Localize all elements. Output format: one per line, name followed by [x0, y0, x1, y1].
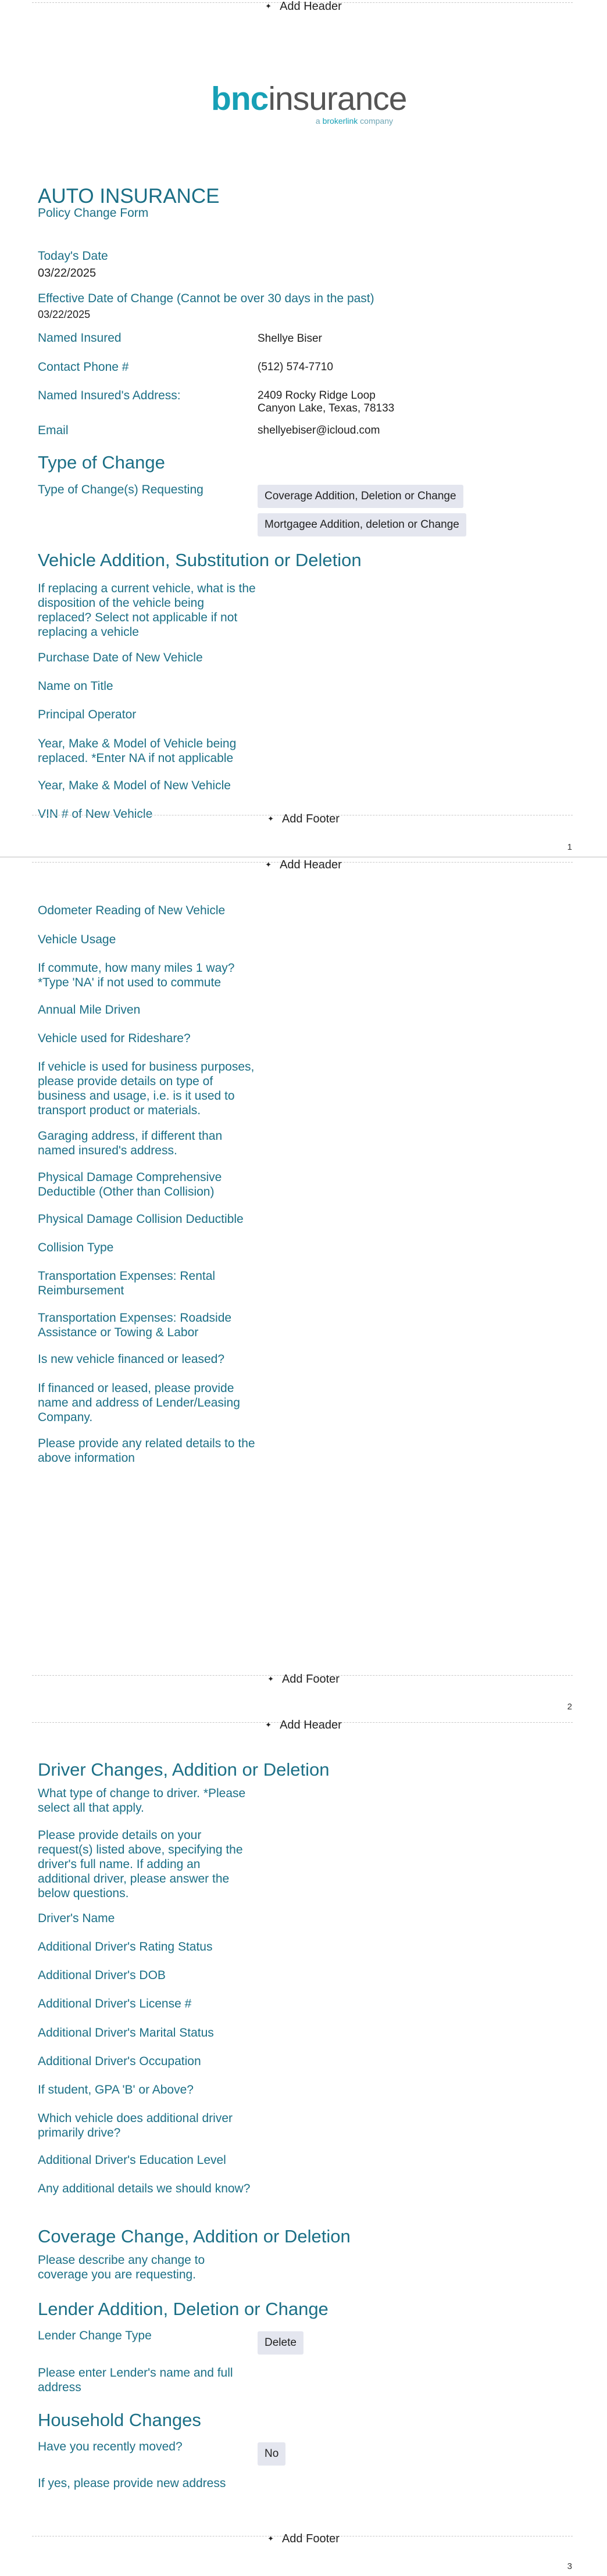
- page-number-2: 2: [567, 1702, 572, 1712]
- page-number-1: 1: [567, 842, 572, 852]
- driver-details-label: Please provide details on your request(s) listed above, specifying the driver's full name. If adding an additional driver, please answer the below questions.: [38, 1829, 243, 1900]
- header-placeholder-p2[interactable]: ✦ Add Header: [265, 858, 342, 871]
- driver-occupation-label: Additional Driver's Occupation: [38, 2055, 201, 2068]
- comprehensive-deductible-label: Physical Damage Comprehensive Deductible (Other than Collision): [38, 1171, 222, 1198]
- new-vehicle-ymm-label: Year, Make & Model of New Vehicle: [38, 779, 231, 792]
- form-subtitle: Policy Change Form: [38, 206, 149, 220]
- lender-leasing-label: If financed or leased, please provide name and address of Lender/Leasing Company.: [38, 1382, 240, 1424]
- type-of-change-heading: Type of Change: [38, 452, 165, 473]
- lender-section-heading: Lender Addition, Deletion or Change: [38, 2299, 329, 2319]
- business-use-label: If vehicle is used for business purposes, please provide details on type of business and usage, i.e. is it used to transport product or materials.: [38, 1060, 255, 1117]
- commute-miles-label: If commute, how many miles 1 way? *Type 'NA' if not used to commute: [38, 961, 235, 989]
- garaging-address-label: Garaging address, if different than named insured's address.: [38, 1129, 223, 1157]
- driver-section-heading: Driver Changes, Addition or Deletion: [38, 1759, 330, 1780]
- footer-placeholder-p1[interactable]: ✦ Add Footer: [267, 813, 340, 825]
- email-label: Email: [38, 424, 69, 437]
- principal-operator-label: Principal Operator: [38, 708, 137, 721]
- rideshare-label: Vehicle used for Rideshare?: [38, 1032, 191, 1045]
- driver-primary-vehicle-label: Which vehicle does additional driver primarily drive?: [38, 2112, 233, 2139]
- address-label: Named Insured's Address:: [38, 389, 181, 402]
- lender-name-address-label: Please enter Lender's name and full address: [38, 2366, 233, 2394]
- company-logo: bncinsurance a brokerlink company: [211, 80, 407, 126]
- collision-type-label: Collision Type: [38, 1241, 114, 1254]
- roadside-assistance-label: Transportation Expenses: Roadside Assistance or Towing & Labor: [38, 1311, 232, 1339]
- footer-placeholder-p3[interactable]: ✦ Add Footer: [267, 2532, 340, 2545]
- vin-label: VIN # of New Vehicle: [38, 807, 153, 821]
- odometer-label: Odometer Reading of New Vehicle: [38, 904, 226, 917]
- vehicle-usage-label: Vehicle Usage: [38, 933, 116, 946]
- annual-miles-label: Annual Mile Driven: [38, 1003, 141, 1017]
- coverage-section-heading: Coverage Change, Addition or Deletion: [38, 2226, 351, 2246]
- financed-leased-label: Is new vehicle financed or leased?: [38, 1353, 225, 1366]
- change-type-chip-mortgagee[interactable]: Mortgagee Addition, deletion or Change: [258, 513, 466, 536]
- driver-marital-status-label: Additional Driver's Marital Status: [38, 2026, 214, 2040]
- driver-rating-status-label: Additional Driver's Rating Status: [38, 1940, 213, 1954]
- change-type-chip-coverage[interactable]: Coverage Addition, Deletion or Change: [258, 485, 463, 508]
- effective-date-value[interactable]: 03/22/2025: [38, 309, 91, 320]
- student-gpa-label: If student, GPA 'B' or Above?: [38, 2083, 194, 2096]
- lender-change-type-chip[interactable]: Delete: [258, 2331, 304, 2355]
- todays-date-label: Today's Date: [38, 249, 108, 263]
- related-details-label: Please provide any related details to the above information: [38, 1437, 255, 1465]
- named-insured-label: Named Insured: [38, 331, 122, 345]
- phone-label: Contact Phone #: [38, 360, 129, 374]
- purchase-date-label: Purchase Date of New Vehicle: [38, 651, 203, 664]
- name-on-title-label: Name on Title: [38, 679, 113, 693]
- footer-placeholder-p2[interactable]: ✦ Add Footer: [267, 1673, 340, 1686]
- new-address-label: If yes, please provide new address: [38, 2477, 226, 2490]
- vehicle-section-heading: Vehicle Addition, Substitution or Deletion: [38, 550, 362, 570]
- collision-deductible-label: Physical Damage Collision Deductible: [38, 1212, 244, 1226]
- vehicle-disposition-label: If replacing a current vehicle, what is the disposition of the vehicle being replaced? Select not applicable if not replacing a vehicle: [38, 582, 256, 639]
- address-line1[interactable]: 2409 Rocky Ridge Loop: [258, 389, 376, 402]
- type-of-change-label: Type of Change(s) Requesting: [38, 483, 203, 496]
- driver-additional-details-label: Any additional details we should know?: [38, 2182, 251, 2195]
- todays-date-value[interactable]: 03/22/2025: [38, 267, 97, 280]
- driver-education-label: Additional Driver's Education Level: [38, 2153, 226, 2167]
- driver-license-label: Additional Driver's License #: [38, 1997, 192, 2010]
- email-value[interactable]: shellyebiser@icloud.com: [258, 424, 380, 437]
- replaced-vehicle-ymm-label: Year, Make & Model of Vehicle being replaced. *Enter NA if not applicable: [38, 737, 237, 765]
- coverage-change-label: Please describe any change to coverage you are requesting.: [38, 2253, 205, 2281]
- rental-reimbursement-label: Transportation Expenses: Rental Reimbursement: [38, 1269, 216, 1297]
- household-section-heading: Household Changes: [38, 2410, 201, 2430]
- phone-value[interactable]: (512) 574-7710: [258, 361, 333, 373]
- driver-dob-label: Additional Driver's DOB: [38, 1969, 166, 1982]
- effective-date-label: Effective Date of Change (Cannot be over 30 days in the past): [38, 292, 374, 305]
- header-placeholder-p3[interactable]: ✦ Add Header: [265, 1719, 342, 1731]
- address-line2[interactable]: Canyon Lake, Texas, 78133: [258, 402, 395, 414]
- recently-moved-chip[interactable]: No: [258, 2442, 285, 2466]
- lender-change-type-label: Lender Change Type: [38, 2329, 152, 2342]
- header-placeholder-p1[interactable]: ✦ Add Header: [265, 0, 342, 13]
- form-title: AUTO INSURANCE: [38, 185, 220, 207]
- page-number-3: 3: [567, 2561, 572, 2571]
- drivers-name-label: Driver's Name: [38, 1912, 115, 1925]
- driver-change-type-label: What type of change to driver. *Please select all that apply.: [38, 1787, 246, 1815]
- named-insured-value[interactable]: Shellye Biser: [258, 332, 322, 345]
- recently-moved-label: Have you recently moved?: [38, 2440, 183, 2453]
